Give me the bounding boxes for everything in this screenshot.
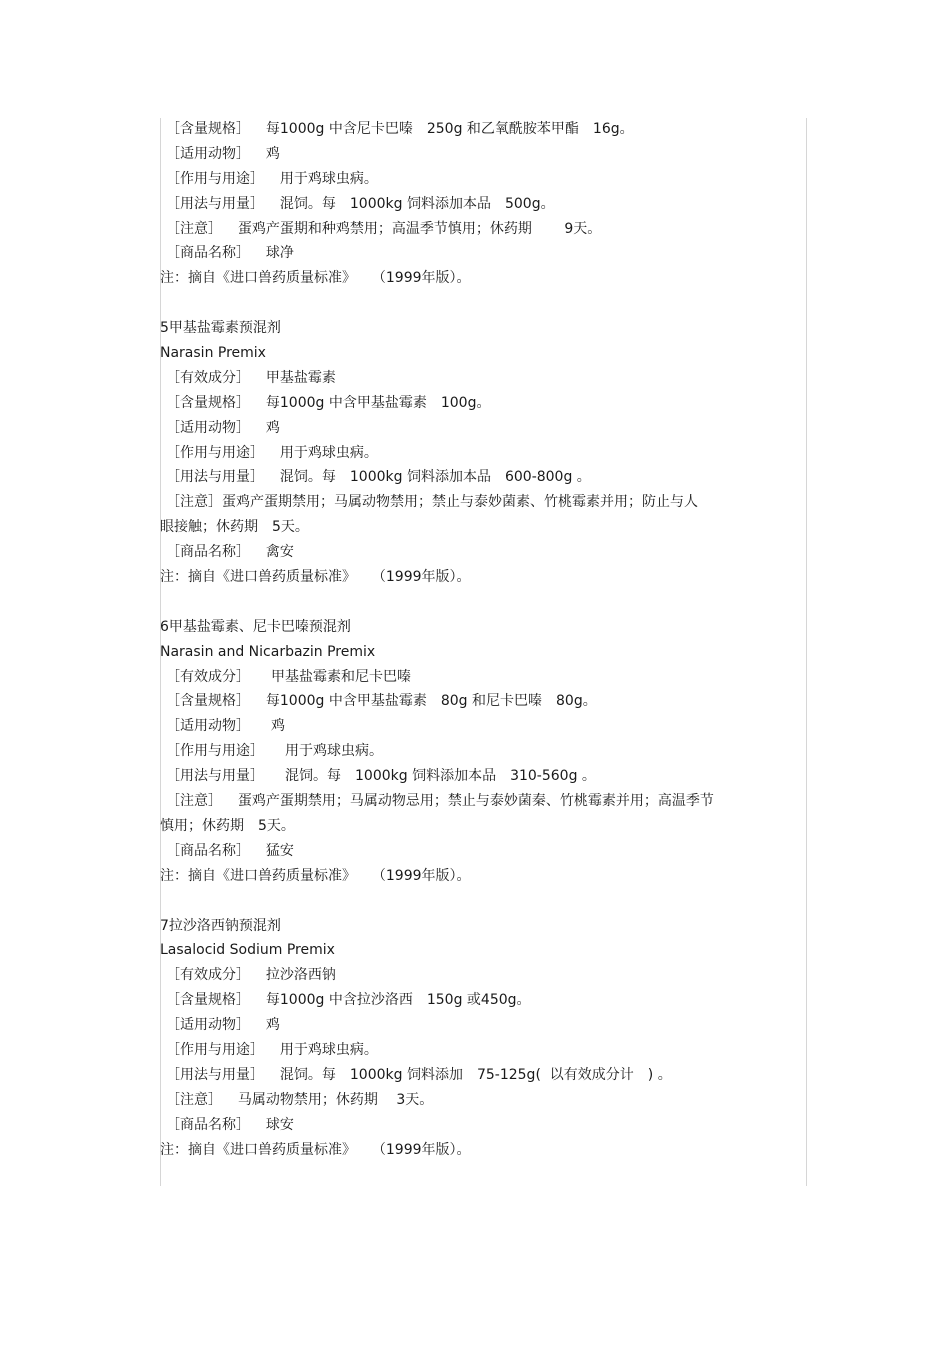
spec-line: ［含量规格］ 每1000g 中含甲基盐霉素 100g。 — [166, 394, 491, 411]
spec-line: ［含量规格］ 每1000g 中含拉沙洛西 150g 或450g。 — [166, 992, 531, 1009]
trade-name-line: ［商品名称］ 禽安 — [166, 544, 294, 561]
section-title-5: 5甲基盐霉素预混剂 — [160, 320, 281, 337]
document-body — [160, 117, 760, 1162]
dosage-line: ［用法与用量］ 混饲。每 1000kg 饲料添加本品 310-560g 。 — [166, 768, 596, 785]
dosage-line: ［用法与用量］ 混饲。每 1000kg 饲料添加 75-125g( 以有效成分计 ) 。 — [166, 1066, 672, 1083]
source-note: 注：摘自《进口兽药质量标准》 （1999年版）。 — [160, 867, 471, 884]
caution-line: ［注意］ 蛋鸡产蛋期禁用；马属动物忌用；禁止与泰妙菌秦、竹桃霉素并用；高温季节 — [166, 793, 714, 810]
trade-name-line: ［商品名称］ 猛安 — [166, 842, 294, 859]
indication-line: ［作用与用途］ 用于鸡球虫病。 — [166, 1041, 378, 1058]
caution-line: ［注意］蛋鸡产蛋期禁用；马属动物禁用；禁止与泰妙菌素、竹桃霉素并用；防止与人 — [166, 494, 698, 511]
source-note: 注：摘自《进口兽药质量标准》 （1999年版）。 — [160, 569, 471, 586]
caution-line-continued: 慎用；休药期 5天。 — [160, 817, 295, 834]
indication-line: ［作用与用途］ 用于鸡球虫病。 — [166, 743, 383, 760]
active-ingredient-line: ［有效成分］ 拉沙洛西钠 — [166, 967, 336, 984]
indication-line: ［作用与用途］ 用于鸡球虫病。 — [166, 444, 378, 461]
source-note: 注：摘自《进口兽药质量标准》 （1999年版）。 — [160, 1141, 471, 1158]
spec-line: ［含量规格］ 每1000g 中含尼卡巴嗪 250g 和乙氧酰胺苯甲酯 16g。 — [166, 121, 634, 137]
caution-line-continued: 眼接触；休药期 5天。 — [160, 519, 309, 536]
section-gap — [160, 889, 760, 914]
dosage-line: ［用法与用量］ 混饲。每 1000kg 饲料添加本品 600-800g 。 — [166, 469, 591, 486]
section-gap — [160, 590, 760, 615]
section-english-title-7: Lasalocid Sodium Premix — [160, 942, 335, 959]
dosage-line: ［用法与用量］ 混饲。每 1000kg 饲料添加本品 500g。 — [166, 195, 555, 212]
target-animal-line: ［适用动物］ 鸡 — [166, 419, 280, 436]
section-gap — [160, 291, 760, 316]
section-english-title-6: Narasin and Nicarbazin Premix — [160, 643, 376, 660]
source-note: 注：摘自《进口兽药质量标准》 （1999年版）。 — [160, 270, 471, 287]
trade-name-line: ［商品名称］ 球净 — [166, 245, 294, 262]
target-animal-line: ［适用动物］ 鸡 — [166, 145, 280, 162]
section-title-7: 7拉沙洛西钠预混剂 — [160, 917, 281, 934]
spec-line: ［含量规格］ 每1000g 中含甲基盐霉素 80g 和尼卡巴嗪 80g。 — [166, 693, 597, 710]
indication-line: ［作用与用途］ 用于鸡球虫病。 — [166, 170, 378, 187]
section-english-title-5: Narasin Premix — [160, 345, 266, 362]
active-ingredient-line: ［有效成分］ 甲基盐霉素 — [166, 369, 336, 386]
target-animal-line: ［适用动物］ 鸡 — [166, 1017, 280, 1034]
trade-name-line: ［商品名称］ 球安 — [166, 1116, 294, 1133]
right-border-line — [806, 118, 807, 1186]
caution-line: ［注意］ 蛋鸡产蛋期和种鸡禁用；高温季节慎用；休药期 9天。 — [166, 220, 602, 237]
target-animal-line: ［适用动物］ 鸡 — [166, 718, 285, 735]
active-ingredient-line: ［有效成分］ 甲基盐霉素和尼卡巴嗪 — [166, 668, 411, 685]
section-title-6: 6甲基盐霉素、尼卡巴嗪预混剂 — [160, 618, 351, 635]
caution-line: ［注意］ 马属动物禁用；休药期 3天。 — [166, 1091, 434, 1108]
